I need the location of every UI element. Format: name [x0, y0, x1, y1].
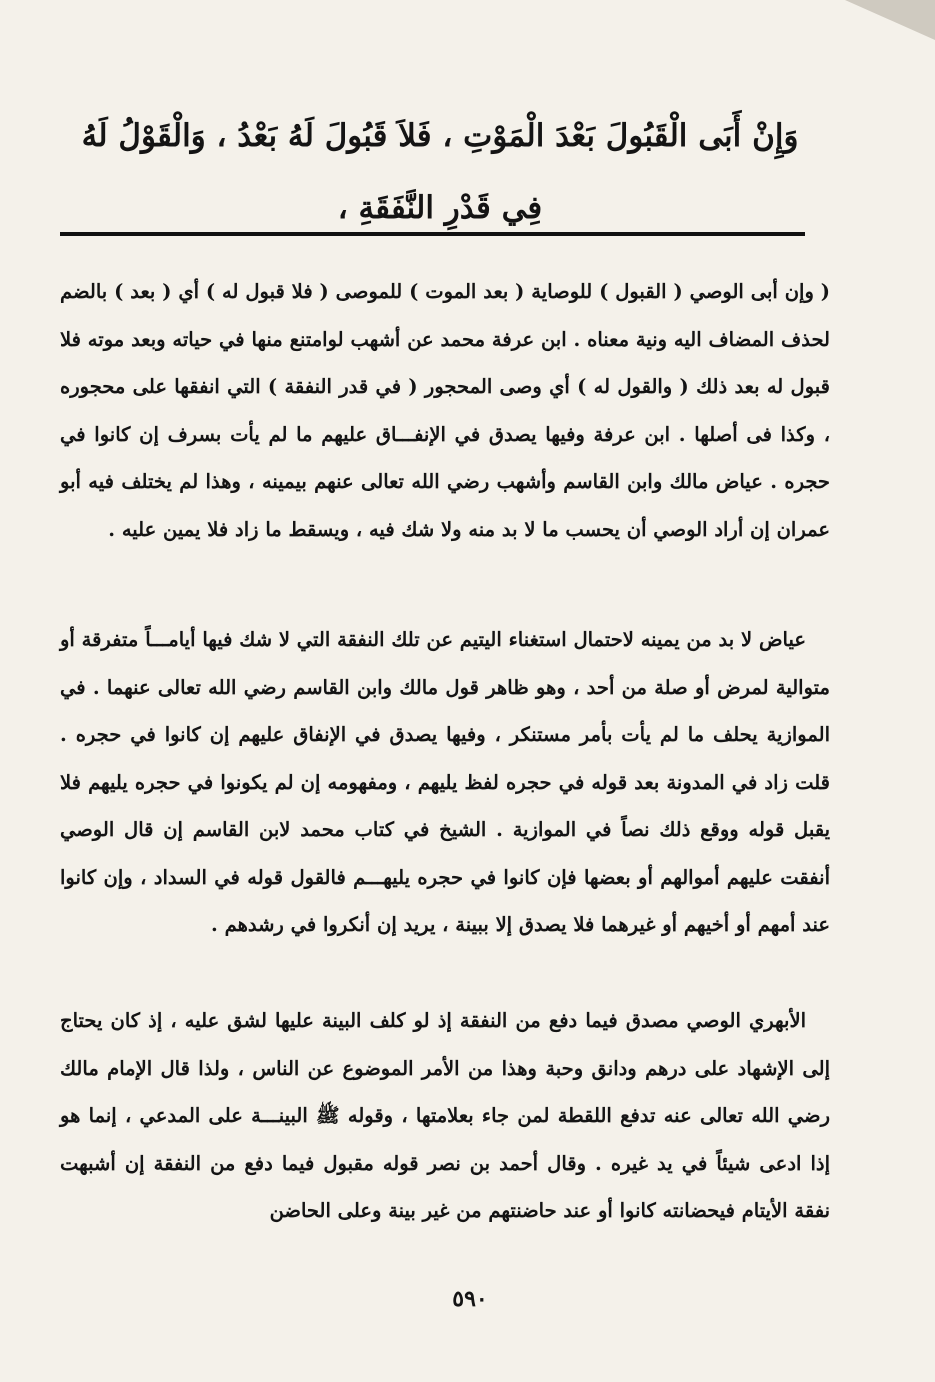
heading-divider	[60, 232, 805, 236]
paragraph-text: عياض لا بد من يمينه لاحتمال استغناء اليتيم عن تلك النفقة التي لا شك فيها أيامـــاً متفرقة أو متوالية لمرض أو صلة من أحد ، وهو ظاهر قول مالك وابن القاسم رضي الله تعالى عنهما . في الموازية يحلف ما لم يأت بأمر مستنكر ، وفيها يصدق في الإنفاق عليهم إن كانوا في حجره . قلت زاد في المدونة بعد قوله في حجره لفظ يليهم ، ومفهومه إن لم يكونوا في حجره يليهم فلا يقبل قوله ووقع ذلك نصاً في الموازية . الشيخ في كتاب محمد لابن القاسم إن قال الوصي أنفقت عليهم أموالهم أو بعضها فإن كانوا في حجره يليهـــم فالقول قوله في السداد ، وإن كانوا عند أمهم أو أخيهم أو غيرهما فلا يصدق إلا ببينة ، يريد إن أنكروا في رشدهم .	[60, 628, 830, 936]
section-heading	[80, 100, 800, 244]
commentary-paragraph	[60, 268, 830, 553]
commentary-paragraph	[60, 616, 830, 949]
paragraph-text: الأبهري الوصي مصدق فيما دفع من النفقة إذ لو كلف البينة عليها لشق عليه ، إذ كان يحتاج إلى الإشهاد على درهم ودانق وحبة وهذا من الأمر الموضوع عن الناس ، ولذا قال الإمام مالك رضي الله تعالى عنه تدفع اللقطة لمن جاء بعلامتها ، وقوله ﷺ البينـــة على المدعي ، إنما هو إذا ادعى شيئاً في يد غيره . وقال أحمد بن نصر قوله مقبول فيما دفع من النفقة إن أشبهت نفقة الأيتام فيحضانته كانوا أو عند حاضنتهم من غير بينة وعلى الحاضن	[60, 1009, 830, 1222]
heading-line-2: فِي قَدْرِ النَّفَقَةِ ،	[337, 190, 543, 226]
page-number: ٥٩٠	[452, 1286, 488, 1312]
scan-corner-shadow	[845, 0, 935, 40]
commentary-paragraph	[60, 997, 830, 1235]
paragraph-text: ( وإن أبى الوصي ( القبول ) للوصاية ( بعد الموت ) للموصى ( فلا قبول له ) أي ( بعد ) بالضم لحذف المضاف اليه ونية معناه . ابن عرفة محمد عن أشهب لوامتنع منها في حياته وبعد موته فلا قبول له بعد ذلك ( والقول له ) أي وصى المحجور ( في قدر النفقة ) التي انفقها على محجوره ، وكذا فى أصلها . ابن عرفة وفيها يصدق في الإنفـــاق عليهم ما لم يأت بسرف إن كانوا في حجره . عياض مالك وابن القاسم وأشهب رضي الله تعالى عنهم بيمينه ، وهذا لم يختلف فيه أبو عمران إن أراد الوصي أن يحسب ما لا بد منه ولا شك فيه ، ويسقط ما زاد فلا يمين عليه .	[60, 280, 830, 541]
heading-line-1: وَإِنْ أَبَى الْقَبُولَ بَعْدَ الْمَوْتِ ، فَلاَ قَبُولَ لَهُ بَعْدُ ، وَالْقَوْلُ لَهُ	[81, 118, 799, 154]
